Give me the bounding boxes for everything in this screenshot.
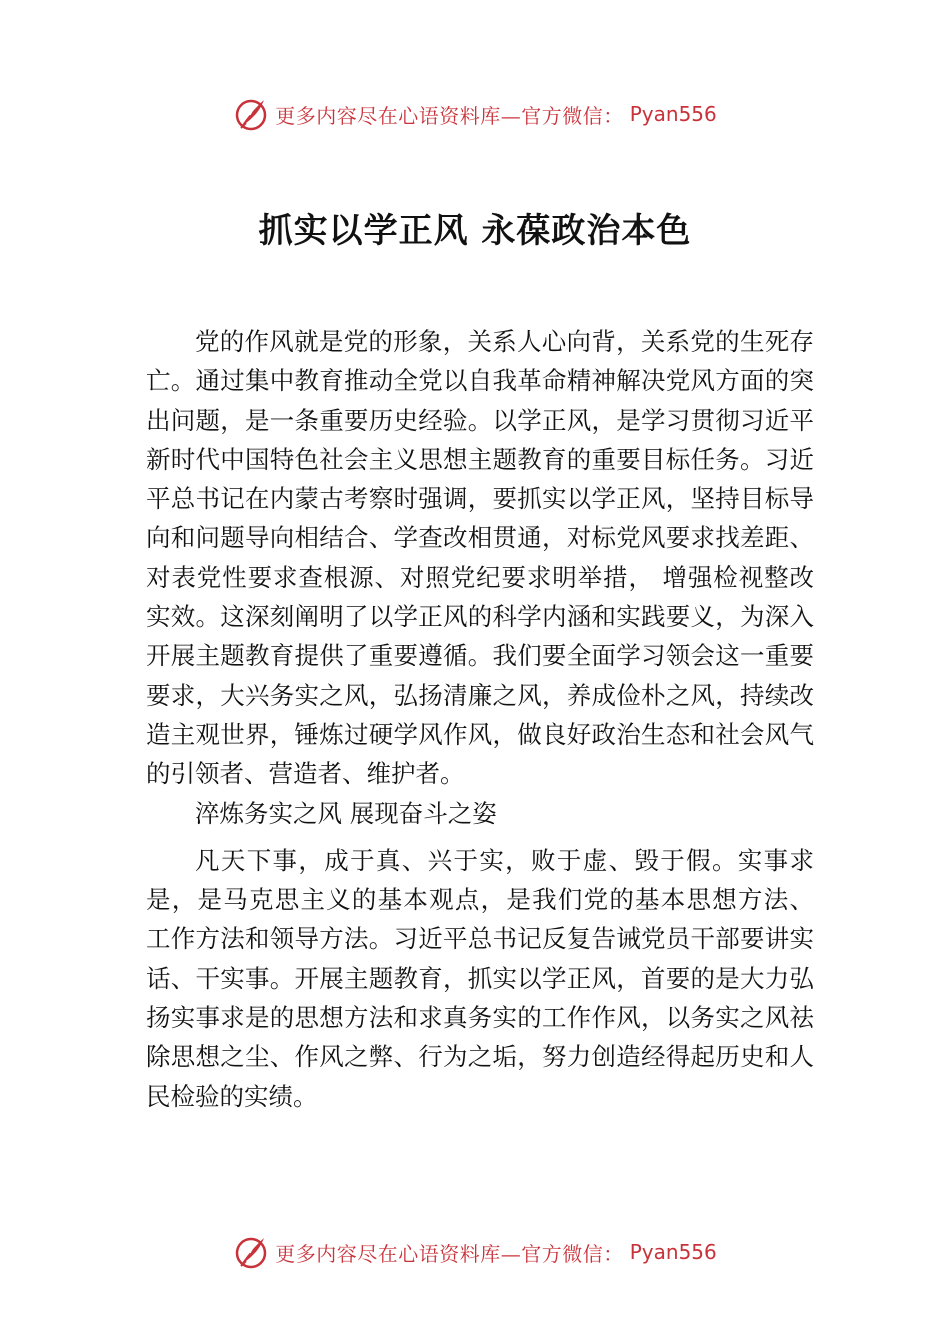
footer-watermark xyxy=(0,1234,950,1270)
header-watermark xyxy=(0,96,950,132)
quill-pen-logo-icon xyxy=(233,1234,269,1270)
document-title: 抓实以学正风 永葆政治本色 xyxy=(258,211,692,251)
watermark-text: 更多内容尽在心语资料库—官方微信： xyxy=(275,1241,624,1266)
document-body xyxy=(146,322,814,1116)
watermark-text: 更多内容尽在心语资料库—官方微信： xyxy=(275,103,624,128)
paragraph-section-1: 凡天下事，成于真、兴于实，败于虚、毁于假。实事求是，是马克思主义的基本观点，是我们党的基本思想方法、 工作方法和领导方法。习近平总书记反复告诫党员干部要讲实话、干实事。开展主题教育，抓实以学正风，首要的是大力弘扬实事求是的思想方法和求真务实的工作作风，以务实之风祛除思想之尘、作风之弊、行为之垢，努力创造经得起历史和人民检验的实绩。 xyxy=(146,845,814,1111)
quill-pen-logo-icon xyxy=(233,96,269,132)
watermark-wechat-id: Pyan556 xyxy=(629,1240,717,1264)
section-subheading: 淬炼务实之风 展现奋斗之姿 xyxy=(195,798,497,828)
paragraph-intro: 党的作风就是党的形象，关系人心向背，关系党的生死存亡。通过集中教育推动全党以自我革命精神解决党风方面的突出问题，是一条重要历史经验。以学正风，是学习贯彻习近平新时代中国特色社会主义思想主题教育的重要目标任务。习近平总书记在内蒙古考察时强调，要抓实以学正风，坚持目标导向和问题导向相结合、学查改相贯通，对标党风要求找差距、对表党性要求查根源、对照党纪要求明举措， 增强检视整改实效。这深刻阐明了以学正风的科学内涵和实践要义，为深入开展主题教育提供了重要遵循。我们要全面学习领会这一重要要求，大兴务实之风，弘扬清廉之风，养成俭朴之风，持续改造主观世界，锤炼过硬学风作风，做良好政治生态和社会风气的引领者、营造者、维护者。 xyxy=(146,327,814,789)
watermark-wechat-id: Pyan556 xyxy=(629,102,717,126)
